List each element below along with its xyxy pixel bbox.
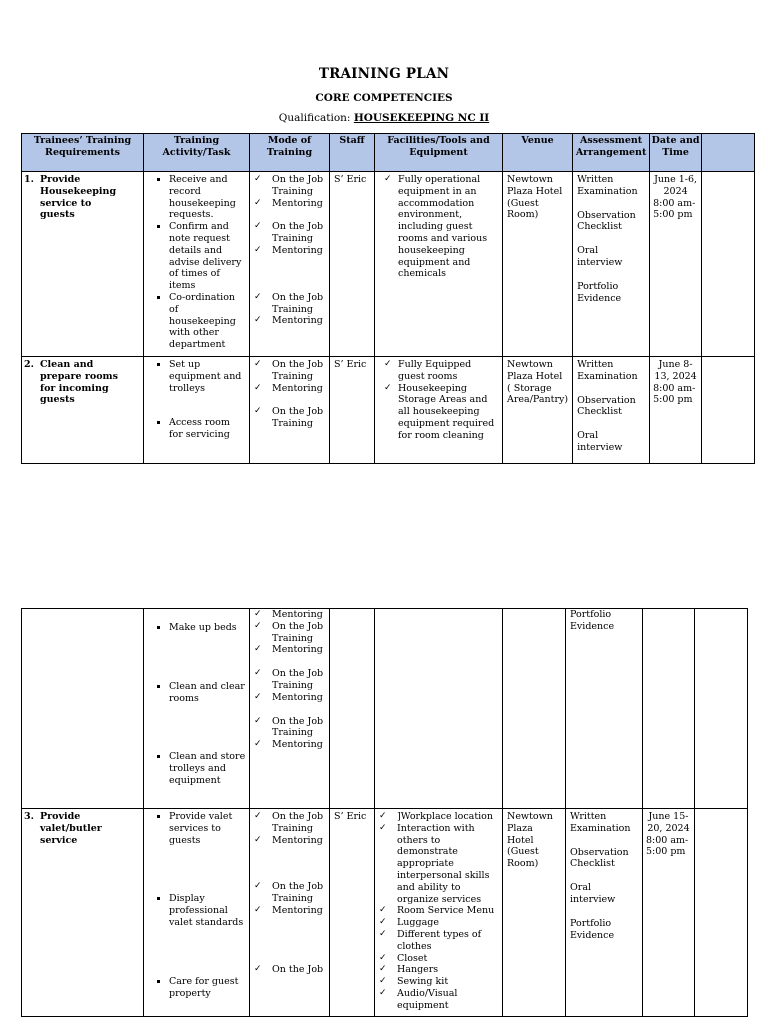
- assessment-item: Oral interview: [570, 882, 616, 905]
- assessment-cell: [573, 172, 650, 357]
- table-row: [22, 609, 748, 809]
- col-header-activity: Training Activity/Task: [144, 134, 250, 172]
- table-row: [22, 172, 755, 357]
- mode-item: ✓ On the Job Training: [250, 811, 329, 835]
- requirement-text: Clean and prepare rooms for incoming guests: [40, 359, 118, 406]
- task-item: Clean and clear rooms: [144, 681, 249, 705]
- task-item: Confirm and note request details and advise delivery of times of items: [144, 221, 249, 292]
- page-subtitle: CORE COMPETENCIES: [315, 92, 453, 104]
- assessment-item: Oral interview: [577, 245, 623, 268]
- facility-item: ✓ Luggage: [375, 917, 502, 929]
- row-number: 1.: [24, 174, 34, 185]
- facilities-cell: [375, 809, 503, 1017]
- requirement-text: Provide valet/butler service: [40, 811, 102, 846]
- assessment-item: Portfolio Evidence: [570, 609, 615, 632]
- task-item: Access room for servicing: [144, 417, 249, 441]
- facilities-cell: [375, 357, 503, 464]
- facility-item: ✓ ]Workplace location: [375, 811, 502, 823]
- activity-cell: [144, 609, 250, 809]
- mode-item: ✓ Mentoring: [250, 383, 329, 395]
- mode-item: ✓ Mentoring: [250, 692, 329, 704]
- facility-item: ✓ Housekeeping Storage Areas and all housekeeping equipment required for room cleaning: [375, 383, 502, 442]
- qualification-line: [0, 112, 768, 124]
- mode-item: ✓ On the Job Training: [250, 359, 329, 383]
- mode-item: ✓ Mentoring: [250, 739, 329, 751]
- mode-item: ✓ Mentoring: [250, 905, 329, 917]
- activity-cell: [144, 172, 250, 357]
- date-cell: [643, 809, 695, 1017]
- mode-cell: [250, 609, 330, 809]
- mode-item: ✓ Mentoring: [250, 644, 329, 656]
- activity-cell: [144, 357, 250, 464]
- assessment-item: Written Examination: [570, 811, 631, 834]
- venue-cell: [503, 609, 566, 809]
- assessment-item: Portfolio Evidence: [577, 280, 622, 304]
- time-range: 8:00 am-5:00 pm: [653, 197, 696, 221]
- assessment-cell: [566, 609, 643, 809]
- facility-item: ✓ Fully Equipped guest rooms: [375, 359, 502, 383]
- requirement-cell: [22, 357, 144, 464]
- facilities-cell: [375, 609, 503, 809]
- row-number: 2.: [24, 359, 34, 370]
- requirement-cell: [22, 809, 144, 1017]
- facility-item: ✓ Closet: [375, 953, 502, 965]
- requirement-cell: [22, 172, 144, 357]
- mode-item: ✓ On the Job Training: [250, 716, 329, 740]
- row-number: 3.: [24, 811, 34, 822]
- staff-cell: S’ Eric: [330, 357, 375, 464]
- task-item: Care for guest property: [144, 976, 249, 1000]
- mode-item: ✓ On the Job Training: [250, 174, 329, 198]
- blank-cell: [695, 609, 748, 809]
- task-item: Set up equipment and trolleys: [144, 359, 249, 394]
- col-header-mode: Mode of Training: [250, 134, 330, 172]
- task-item: Clean and store trolleys and equipment: [144, 751, 249, 786]
- task-item: Provide valet services to guests: [144, 811, 249, 846]
- venue-cell: Newtown Plaza Hotel ( Storage Area/Pantry): [503, 357, 573, 464]
- venue-cell: Newtown Plaza Hotel (Guest Room): [503, 809, 566, 1017]
- assessment-cell: [573, 357, 650, 464]
- facility-item: ✓ Interaction with others to demonstrate appropriate interpersonal skills and ability to organize services: [375, 823, 502, 906]
- assessment-item: Observation Checklist: [577, 394, 636, 418]
- assessment-item: Observation Checklist: [570, 846, 629, 870]
- task-item: Receive and record housekeeping requests.: [144, 174, 249, 221]
- venue-cell: Newtown Plaza Hotel (Guest Room): [503, 172, 573, 357]
- page-title: TRAINING PLAN: [318, 66, 450, 82]
- mode-item: ✓ On the Job Training: [250, 406, 329, 430]
- date-cell: [643, 609, 695, 809]
- col-header-blank: [702, 134, 755, 172]
- facility-item: ✓ Room Service Menu: [375, 905, 502, 917]
- mode-cell: [250, 357, 330, 464]
- mode-item: ✓ Mentoring: [250, 245, 329, 257]
- staff-cell: [330, 609, 375, 809]
- mode-item: ✓ On the Job Training: [250, 881, 329, 905]
- blank-cell: [702, 172, 755, 357]
- facilities-cell: [375, 172, 503, 357]
- date-range: June 8-13, 2024: [654, 359, 697, 382]
- table-row: [22, 809, 748, 1017]
- time-range: 8:00 am-5:00 pm: [653, 382, 696, 406]
- task-item: Make up beds: [144, 622, 249, 634]
- assessment-item: Oral interview: [577, 430, 623, 453]
- mode-item: ✓ Mentoring: [250, 315, 329, 327]
- col-header-assessment: Assessment Arrangement: [573, 134, 650, 172]
- assessment-item: Portfolio Evidence: [570, 917, 615, 941]
- col-header-staff: Staff: [330, 134, 375, 172]
- qualification-value: HOUSEKEEPING NC II: [353, 112, 490, 124]
- requirement-cell: [22, 609, 144, 809]
- mode-item: ✓ Mentoring: [250, 835, 329, 847]
- col-header-date: Date and Time: [650, 134, 702, 172]
- facility-item: ✓ Different types of clothes: [375, 929, 502, 953]
- col-header-venue: Venue: [503, 134, 573, 172]
- staff-cell: S’ Eric: [330, 172, 375, 357]
- task-item: Co-ordination of housekeeping with other department: [144, 292, 249, 351]
- staff-cell: S’ Eric: [330, 809, 375, 1017]
- qualification-label: Qualification:: [278, 112, 351, 124]
- date-cell: [650, 357, 702, 464]
- mode-item: ✓ On the Job Training: [250, 668, 329, 692]
- activity-cell: [144, 809, 250, 1017]
- mode-cell: [250, 172, 330, 357]
- training-plan-table-top: [21, 133, 755, 464]
- mode-item: ✓ On the Job Training: [250, 221, 329, 245]
- mode-item: ✓ On the Job Training: [250, 292, 329, 316]
- mode-item: ✓ Mentoring: [250, 198, 329, 210]
- facility-item: ✓ Sewing kit: [375, 976, 502, 988]
- mode-item: ✓ On the Job Training: [250, 621, 329, 645]
- facility-item: ✓ Fully operational equipment in an accommodation environment, including guest rooms and various housekeeping equipment and chemicals: [375, 174, 502, 280]
- requirement-text: Provide Housekeeping service to guests: [40, 174, 117, 221]
- facility-item: ✓ Audio/Visual equipment: [375, 988, 502, 1012]
- blank-cell: [695, 809, 748, 1017]
- table-header-row: [22, 134, 755, 172]
- date-range: June 15-20, 2024: [647, 811, 690, 834]
- assessment-item: Written Examination: [577, 174, 638, 197]
- col-header-requirements: Trainees’ Training Requirements: [22, 134, 144, 172]
- time-range: 8:00 am-5:00 pm: [646, 834, 689, 858]
- mode-item: ✓ On the Job: [250, 964, 329, 976]
- mode-item: ✓ Mentoring: [250, 609, 329, 621]
- assessment-item: Observation Checklist: [577, 209, 636, 233]
- col-header-facilities: Facilities/Tools and Equipment: [375, 134, 503, 172]
- facility-item: ✓ Hangers: [375, 964, 502, 976]
- date-range: June 1-6, 2024: [654, 174, 698, 197]
- mode-cell: [250, 809, 330, 1017]
- training-plan-table-bottom: [21, 608, 748, 1017]
- task-item: Display professional valet standards: [144, 893, 249, 928]
- table-row: [22, 357, 755, 464]
- blank-cell: [702, 357, 755, 464]
- date-cell: [650, 172, 702, 357]
- assessment-cell: [566, 809, 643, 1017]
- assessment-item: Written Examination: [577, 359, 638, 382]
